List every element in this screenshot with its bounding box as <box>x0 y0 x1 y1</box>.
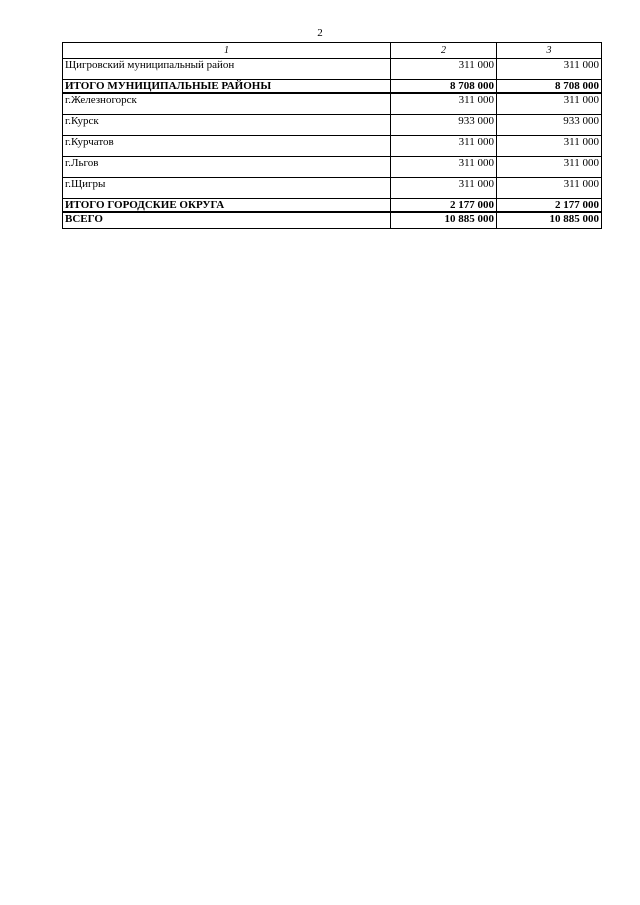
table-row-zheleznogorsk <box>63 93 602 115</box>
table-row-total-municipal-districts <box>63 80 602 94</box>
row-value-col3: 311 000 <box>497 178 602 199</box>
column-header-2: 2 <box>391 43 497 59</box>
row-name: ИТОГО МУНИЦИПАЛЬНЫЕ РАЙОНЫ <box>63 80 391 94</box>
row-name: г.Курчатов <box>63 136 391 157</box>
table-row-kurchatov <box>63 136 602 157</box>
row-name: ИТОГО ГОРОДСКИЕ ОКРУГА <box>63 199 391 213</box>
row-value-col2: 2 177 000 <box>391 199 497 213</box>
budget-table <box>62 42 602 229</box>
column-header-3: 3 <box>497 43 602 59</box>
row-name: г.Щигры <box>63 178 391 199</box>
row-value-col3: 2 177 000 <box>497 199 602 213</box>
row-value-col3: 311 000 <box>497 93 602 115</box>
row-value-col2: 8 708 000 <box>391 80 497 94</box>
row-name: г.Курск <box>63 115 391 136</box>
row-value-col2: 311 000 <box>391 178 497 199</box>
row-value-col3: 311 000 <box>497 136 602 157</box>
row-value-col3: 311 000 <box>497 59 602 80</box>
row-value-col2: 311 000 <box>391 157 497 178</box>
row-value-col2: 311 000 <box>391 136 497 157</box>
table-header-row <box>63 43 602 59</box>
row-value-col3: 933 000 <box>497 115 602 136</box>
table-row-shchigrovsky-district <box>63 59 602 80</box>
row-value-col3: 10 885 000 <box>497 212 602 229</box>
table-row-grand-total <box>63 212 602 229</box>
table-row-lgov <box>63 157 602 178</box>
row-name: г.Льгов <box>63 157 391 178</box>
table-row-shchigry <box>63 178 602 199</box>
row-value-col2: 10 885 000 <box>391 212 497 229</box>
row-value-col2: 311 000 <box>391 93 497 115</box>
row-name: ВСЕГО <box>63 212 391 229</box>
row-value-col2: 933 000 <box>391 115 497 136</box>
row-value-col3: 8 708 000 <box>497 80 602 94</box>
row-name: г.Железногорск <box>63 93 391 115</box>
page-number: 2 <box>317 27 323 39</box>
row-name: Щигровский муниципальный район <box>63 59 391 80</box>
row-value-col3: 311 000 <box>497 157 602 178</box>
column-header-1: 1 <box>63 43 391 59</box>
table-row-kursk <box>63 115 602 136</box>
row-value-col2: 311 000 <box>391 59 497 80</box>
table-row-total-city-districts <box>63 199 602 213</box>
